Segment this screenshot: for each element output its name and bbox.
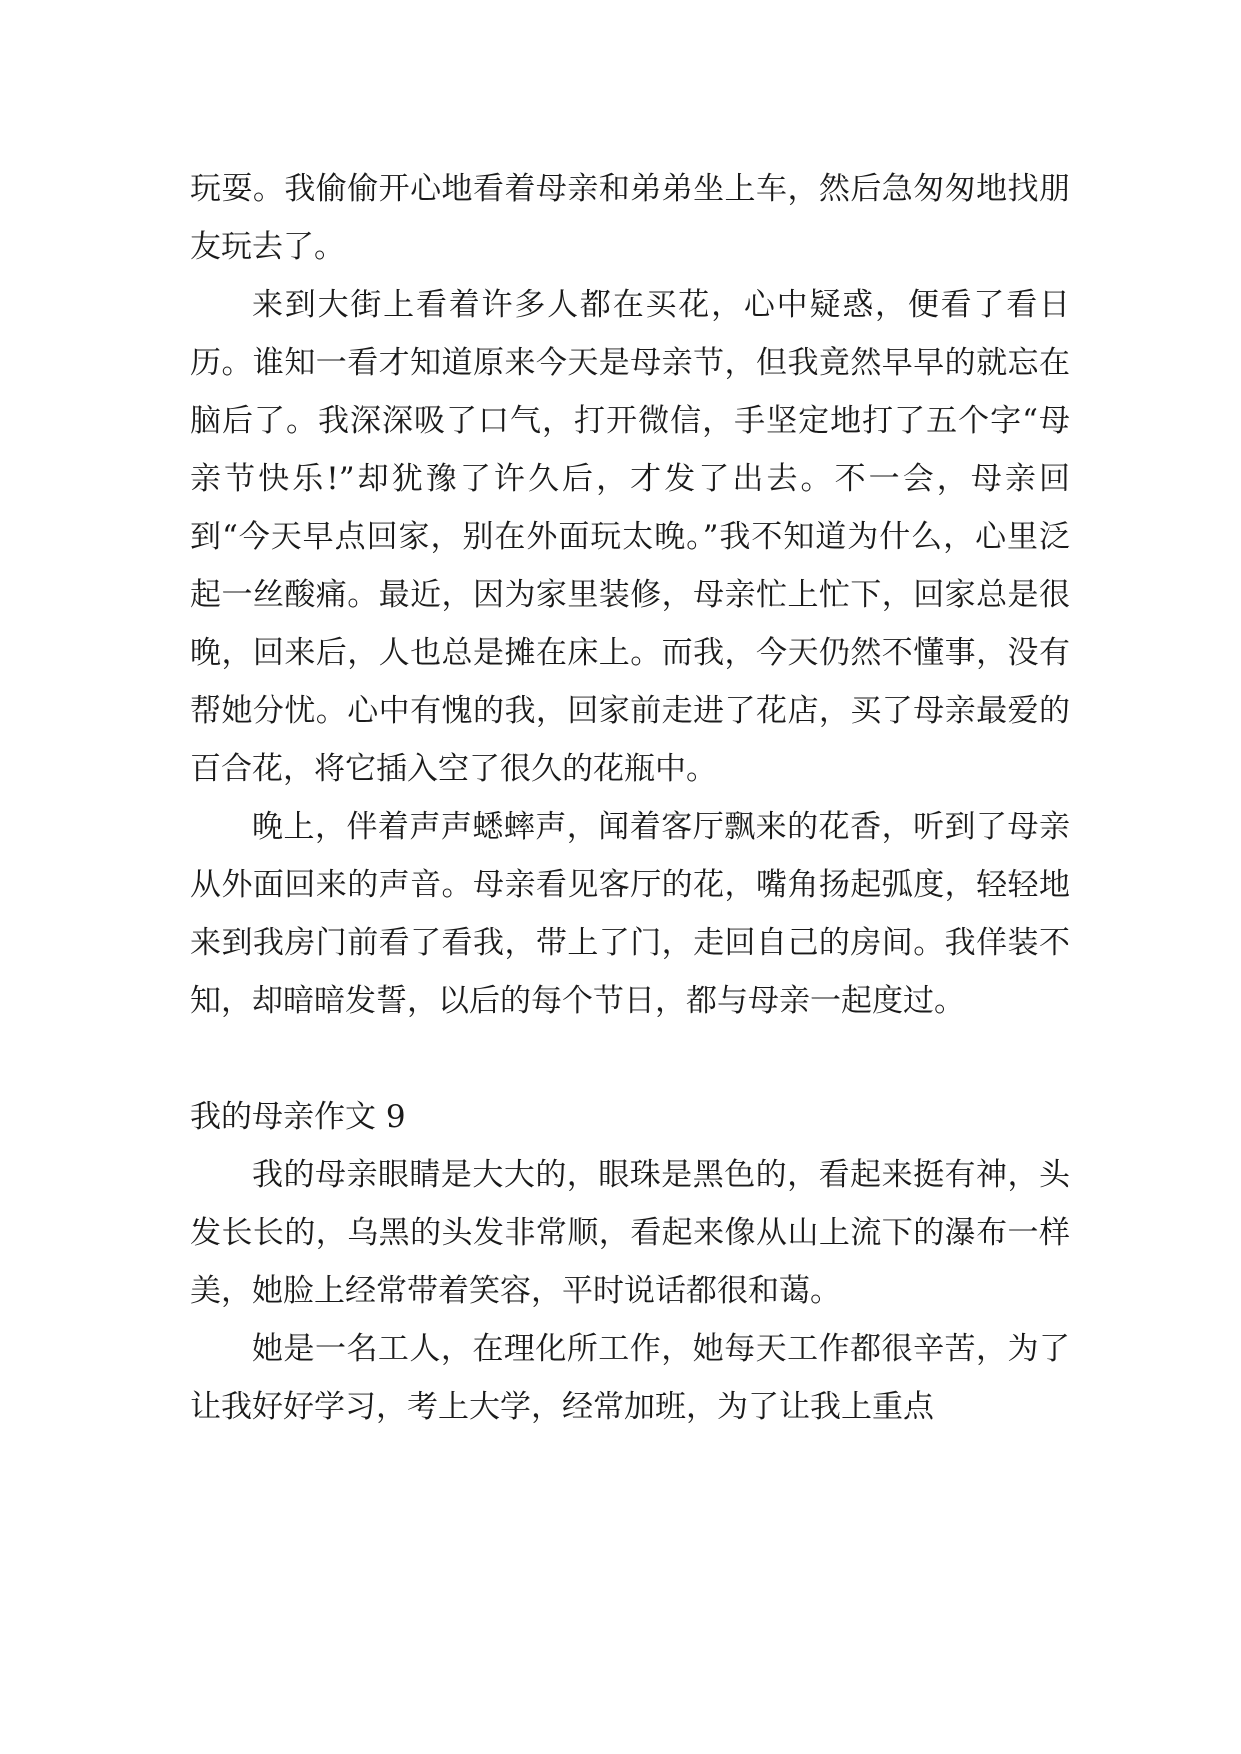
paragraph-1: 玩耍。我偷偷开心地看着母亲和弟弟坐上车，然后急匆匆地找朋友玩去了。 — [190, 171, 1070, 265]
paragraph-5: 她是一名工人，在理化所工作，她每天工作都很辛苦，为了让我好好学习，考上大学，经常加班，为了让我上重点 — [190, 1331, 1070, 1425]
paragraph-2: 来到大街上看着许多人都在买花，心中疑惑，便看了看日历。谁知一看才知道原来今天是母亲节，但我竟然早早的就忘在脑后了。我深深吸了口气，打开微信，手坚定地打了五个字“母亲节快乐!”却犹豫了许久后，才发了出去。不一会，母亲回到“今天早点回家，别在外面玩太晚。”我不知道为什么，心里泛起一丝酸痛。最近，因为家里装修，母亲忙上忙下，回家总是很晚，回来后，人也总是摊在床上。而我，今天仍然不懂事，没有帮她分忧。心中有愧的我，回家前走进了花店，买了母亲最爱的百合花，将它插入空了很久的花瓶中。 — [190, 287, 1070, 787]
paragraph-3: 晚上，伴着声声蟋蟀声，闻着客厅飘来的花香，听到了母亲从外面回来的声音。母亲看见客厅的花，嘴角扬起弧度，轻轻地来到我房门前看了看我，带上了门，走回自己的房间。我佯装不知，却暗暗发誓，以后的每个节日，都与母亲一起度过。 — [190, 809, 1070, 1019]
section-title: 我的母亲作文 9 — [190, 1099, 406, 1135]
paragraph-4: 我的母亲眼睛是大大的，眼珠是黑色的，看起来挺有神，头发长长的，乌黑的头发非常顺，看起来像从山上流下的瀑布一样美，她脸上经常带着笑容，平时说话都很和蔼。 — [190, 1157, 1070, 1309]
document-body — [190, 160, 1070, 1436]
